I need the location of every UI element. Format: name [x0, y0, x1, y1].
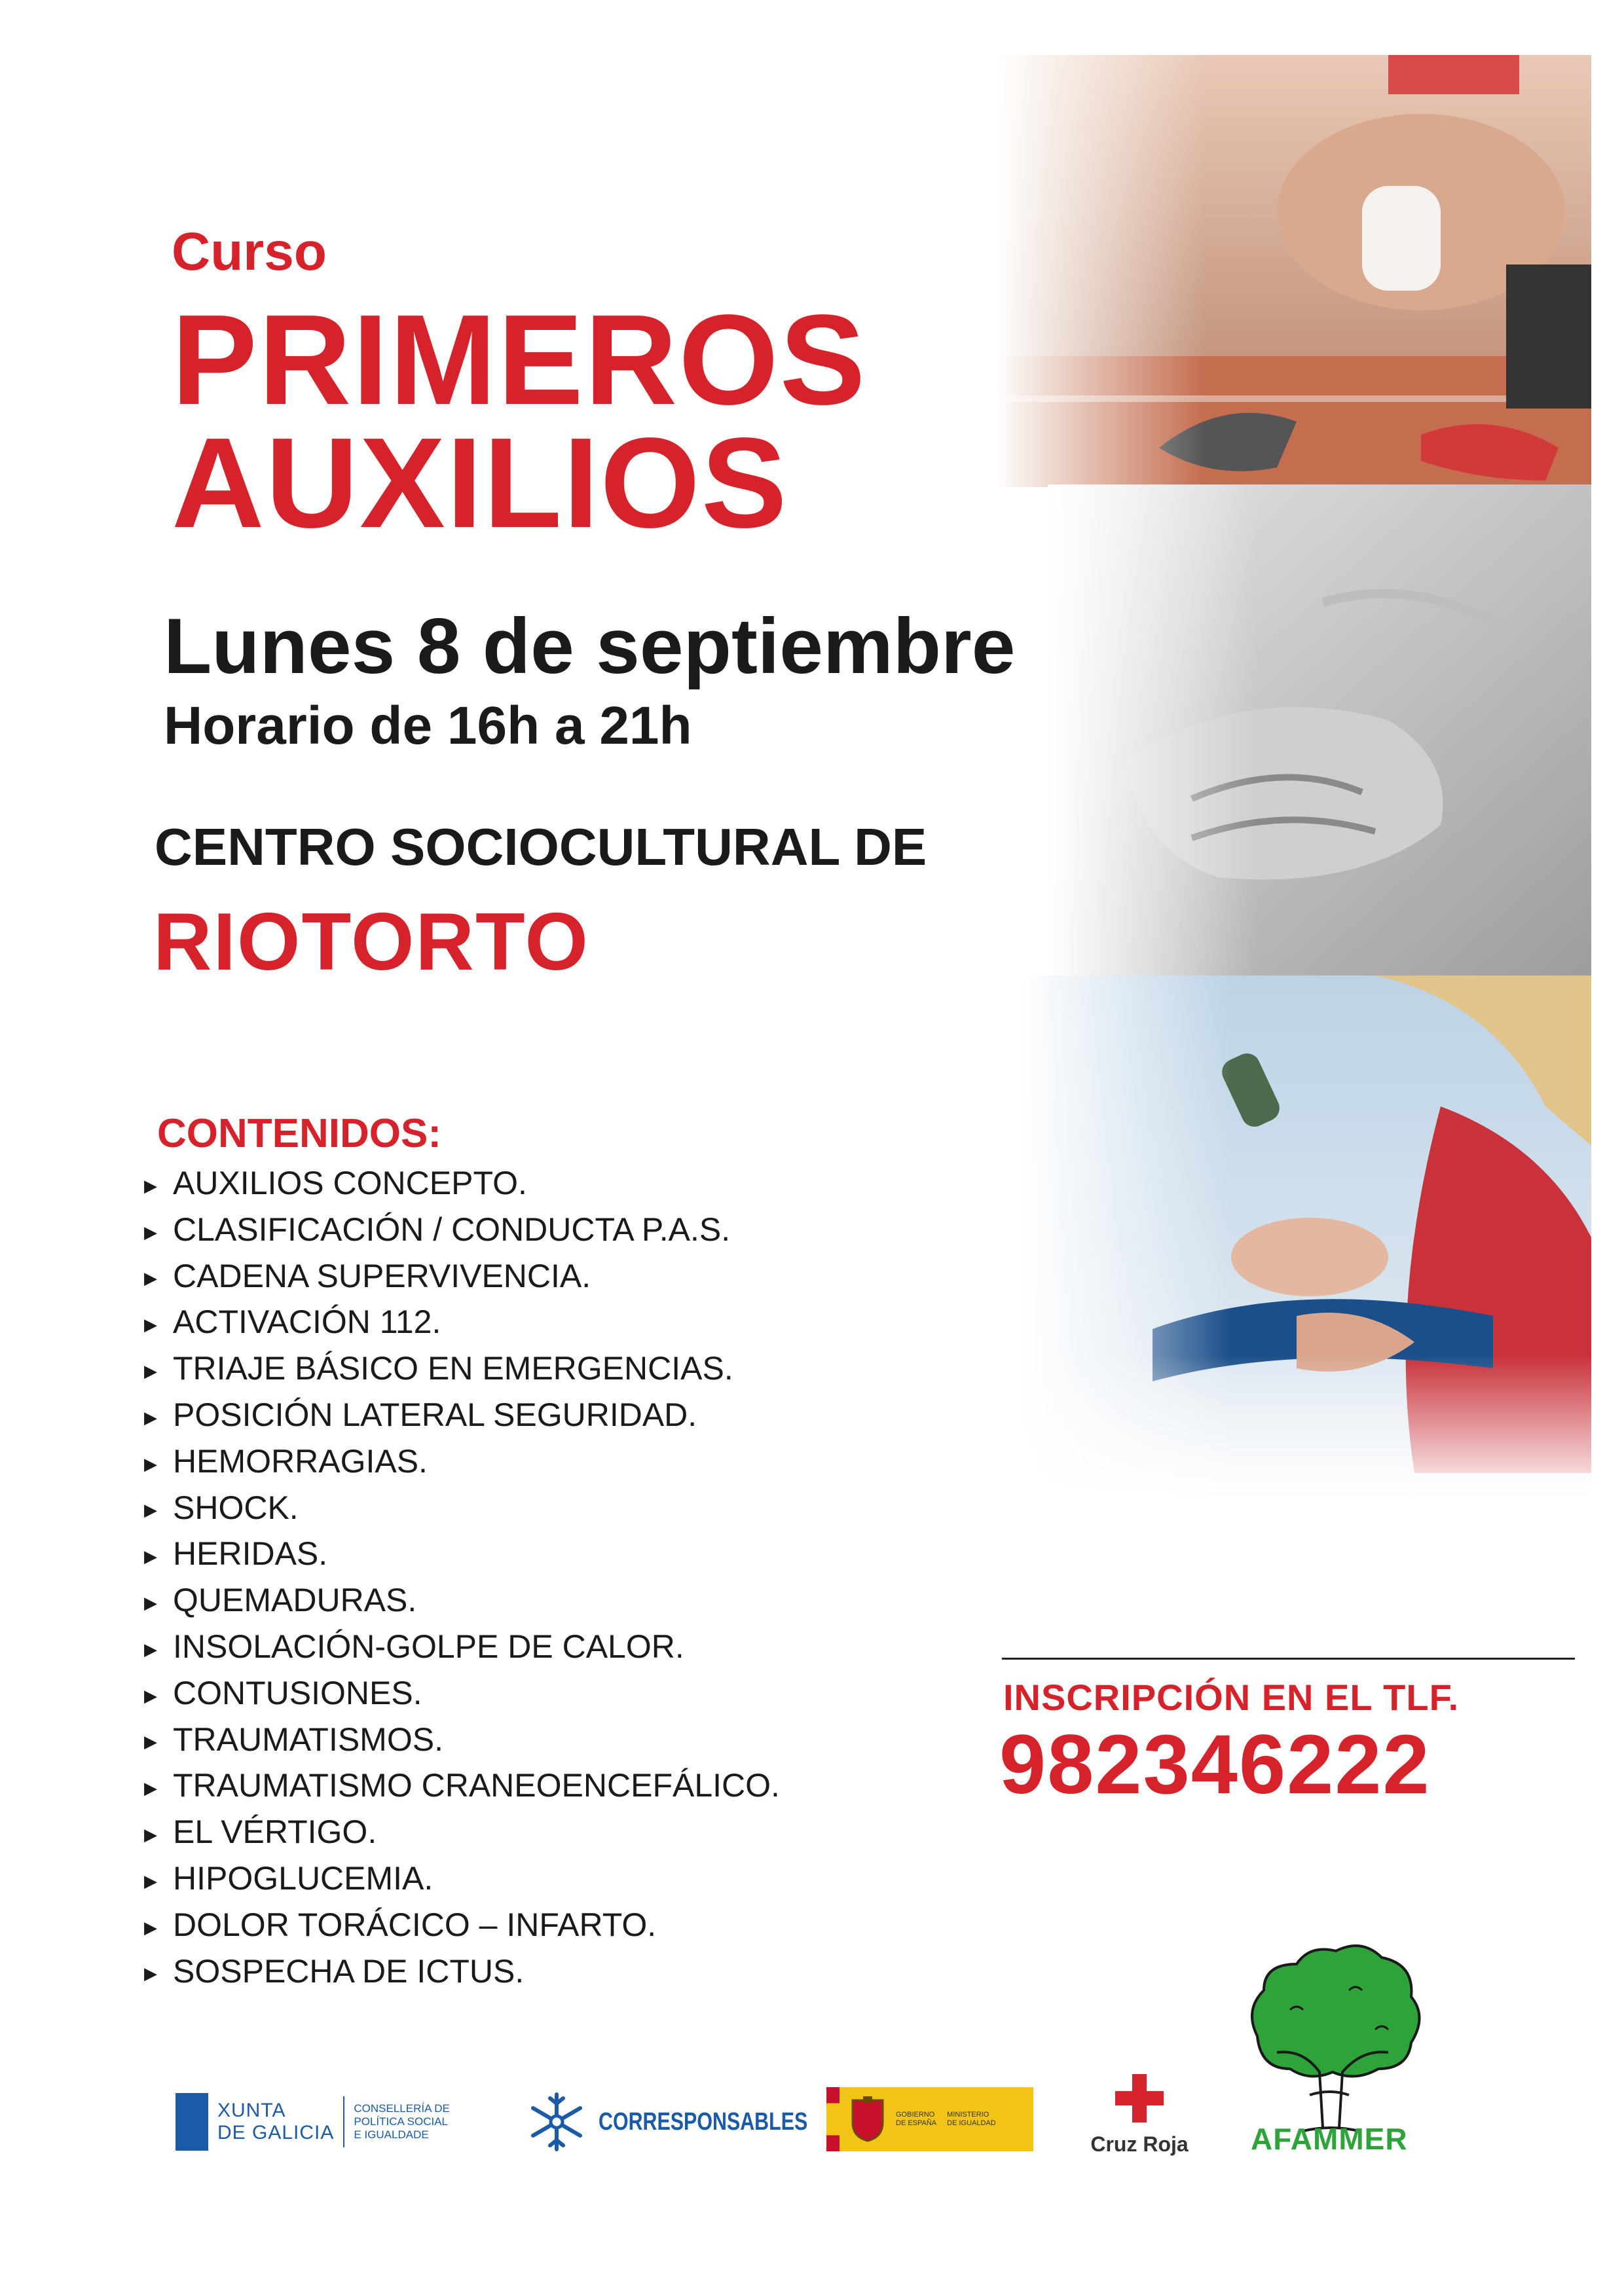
list-item: ▶ SOSPECHA DE ICTUS.: [144, 1948, 995, 1995]
registration-divider: [1002, 1658, 1575, 1660]
list-item: ▶ CONTUSIONES.: [144, 1670, 995, 1717]
bullet-icon: ▶: [144, 1639, 157, 1659]
gobierno-line2: DE ESPAÑA: [896, 2119, 937, 2127]
xunta-separator: [343, 2096, 344, 2147]
flag-stripe-icon: [826, 2087, 840, 2151]
photo-knee-bandage: [995, 55, 1591, 487]
snowflake-icon: [524, 2089, 589, 2155]
contents-heading: CONTENIDOS:: [157, 1111, 441, 1156]
list-item: ▶ CADENA SUPERVIVENCIA.: [144, 1253, 995, 1300]
gobierno-espana-logo: [826, 2087, 1033, 2151]
list-item: ▶ TRAUMATISMO CRANEOENCEFÁLICO.: [144, 1762, 995, 1809]
bullet-icon: ▶: [144, 1778, 157, 1798]
bullet-icon: ▶: [144, 1917, 157, 1937]
course-title-line2: AUXILIOS: [172, 411, 788, 555]
xunta-logo: [175, 2086, 450, 2158]
red-cross-icon: [1115, 2074, 1164, 2123]
xunta-name-line2: DE GALICIA: [217, 2122, 335, 2143]
list-item: ▶ CLASIFICACIÓN / CONDUCTA P.A.S.: [144, 1207, 995, 1253]
corresponsables-name: CORRESPONSABLES: [599, 2107, 808, 2136]
bullet-icon: ▶: [144, 1407, 157, 1427]
course-hours: Horario de 16h a 21h: [164, 696, 692, 756]
list-item: ▶ HIPOGLUCEMIA.: [144, 1855, 995, 1902]
bullet-icon: ▶: [144, 1592, 157, 1613]
photo-foot-spray: [1022, 975, 1591, 1499]
afammer-name: AFAMMER: [1251, 2122, 1408, 2156]
list-item: ▶ EL VÉRTIGO.: [144, 1809, 995, 1855]
corresponsables-logo: [524, 2086, 860, 2158]
course-title-line1: PRIMEROS: [172, 288, 867, 431]
bullet-icon: ▶: [144, 1732, 157, 1752]
list-item: ▶ ACTIVACIÓN 112.: [144, 1299, 995, 1345]
gobierno-line1: GOBIERNO: [896, 2111, 935, 2119]
venue-town: RIOTORTO: [153, 897, 589, 987]
list-item: ▶ TRIAJE BÁSICO EN EMERGENCIAS.: [144, 1345, 995, 1392]
contents-list: [144, 1160, 995, 1994]
xunta-name-line1: XUNTA: [217, 2100, 286, 2121]
xunta-dept-line1: CONSELLERÍA DE: [354, 2102, 450, 2115]
cruz-roja-name: Cruz Roja: [1090, 2132, 1189, 2156]
bullet-icon: ▶: [144, 1222, 157, 1242]
xunta-dept-line2: POLÍTICA SOCIAL: [354, 2115, 448, 2128]
bullet-icon: ▶: [144, 1268, 157, 1288]
list-item: ▶ SHOCK.: [144, 1485, 995, 1531]
list-item: ▶ TRAUMATISMOS.: [144, 1717, 995, 1763]
list-item: ▶ QUEMADURAS.: [144, 1577, 995, 1624]
bullet-icon: ▶: [144, 1870, 157, 1891]
course-date: Lunes 8 de septiembre: [164, 602, 1016, 690]
cruz-roja-logo: [1080, 2074, 1198, 2159]
registration-phone[interactable]: 982346222: [999, 1718, 1431, 1812]
afammer-tree-logo: [1238, 1938, 1428, 2147]
bullet-icon: ▶: [144, 1824, 157, 1844]
bullet-icon: ▶: [144, 1963, 157, 1984]
list-item: ▶ POSICIÓN LATERAL SEGURIDAD.: [144, 1392, 995, 1438]
ministerio-line1: MINISTERIO: [947, 2111, 989, 2119]
xunta-dept-line3: E IGUALDADE: [354, 2128, 429, 2141]
bullet-icon: ▶: [144, 1546, 157, 1567]
registration-label: INSCRIPCIÓN EN EL TLF.: [1003, 1677, 1460, 1718]
photo-chest-pain: [1048, 484, 1591, 975]
list-item: ▶ DOLOR TORÁCICO – INFARTO.: [144, 1902, 995, 1948]
ministerio-line2: DE IGUALDAD: [947, 2119, 996, 2127]
coat-of-arms-icon: [849, 2096, 887, 2142]
bullet-icon: ▶: [144, 1453, 157, 1474]
bullet-icon: ▶: [144, 1685, 157, 1705]
bullet-icon: ▶: [144, 1175, 157, 1195]
list-item: ▶ HEMORRAGIAS.: [144, 1438, 995, 1485]
list-item: ▶ AUXILIOS CONCEPTO.: [144, 1160, 995, 1207]
list-item: ▶ HERIDAS.: [144, 1531, 995, 1577]
course-label: Curso: [172, 222, 327, 282]
venue-centre: CENTRO SOCIOCULTURAL DE: [155, 818, 927, 876]
bullet-icon: ▶: [144, 1500, 157, 1520]
bullet-icon: ▶: [144, 1315, 157, 1335]
xunta-emblem-icon: [175, 2093, 208, 2151]
list-item: ▶ INSOLACIÓN-GOLPE DE CALOR.: [144, 1624, 995, 1670]
bullet-icon: ▶: [144, 1360, 157, 1381]
